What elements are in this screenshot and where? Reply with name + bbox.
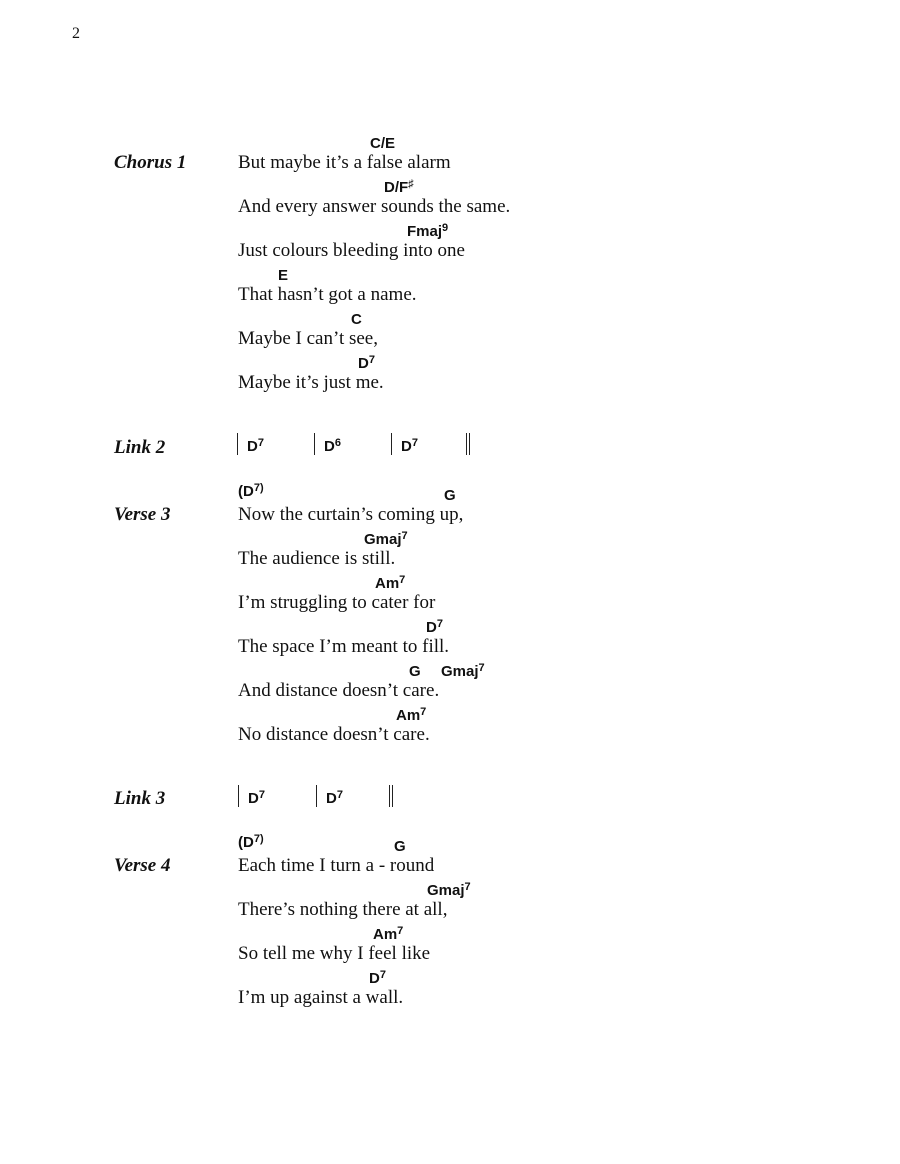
chord: $D^7$ [247, 437, 264, 455]
lyric-line: Maybe it’s just me. [238, 372, 384, 393]
chord: ($D^{7)}$ [238, 482, 264, 500]
lyric-line: No distance doesn’t care. [238, 724, 430, 745]
chord: Am$^7$ [375, 574, 406, 592]
chord: $D^7$ [358, 354, 375, 372]
chord: $D^7$ [401, 437, 418, 455]
chord: Fmaj$^9$ [407, 222, 449, 240]
chord: G [409, 663, 421, 680]
lyric-line: I’m struggling to cater for [238, 592, 436, 613]
chord: E [278, 267, 289, 284]
section-label-verse-4: Verse 4 [114, 855, 171, 876]
chord: Am$^7$ [396, 706, 427, 724]
lyric-line: Maybe I can’t see, [238, 328, 378, 349]
section-label-link-3: Link 3 [114, 788, 166, 809]
barline [237, 433, 238, 455]
chord: $D^7$ [369, 969, 386, 987]
chord: Gmaj$^7$ [364, 530, 408, 548]
chord: $D^6$ [324, 437, 341, 455]
lyric-line: I’m up against a wall. [238, 987, 404, 1008]
lyric-line: The audience is still. [238, 548, 396, 569]
chord: G [444, 487, 456, 504]
lyric-line: And every answer sounds the same. [238, 196, 511, 217]
chord: C/E [370, 135, 396, 152]
chord: $D^7$ [248, 789, 265, 807]
lyric-line: So tell me why I feel like [238, 943, 431, 964]
chord: Gmaj$^7$ [441, 662, 485, 680]
section-label-chorus-1: Chorus 1 [114, 152, 187, 173]
barline [316, 785, 317, 807]
section-label-link-2: Link 2 [114, 437, 166, 458]
section-label-verse-3: Verse 3 [114, 504, 171, 525]
double-barline [466, 433, 470, 455]
lyric-line: Each time I turn a - round [238, 855, 435, 876]
lyric-line: There’s nothing there at all, [238, 899, 448, 920]
chord: G [394, 838, 406, 855]
lyric-line: And distance doesn’t care. [238, 680, 440, 701]
chord: Gmaj$^7$ [427, 881, 471, 899]
page-number: 2 [72, 25, 80, 42]
chord: D/F♯ [384, 178, 414, 196]
barline [314, 433, 315, 455]
chord: Am$^7$ [373, 925, 404, 943]
chord: ($D^{7)}$ [238, 833, 264, 851]
lyric-line: But maybe it’s a false alarm [238, 152, 451, 173]
barline [238, 785, 239, 807]
barline [391, 433, 392, 455]
lyric-line: That hasn’t got a name. [238, 284, 417, 305]
lyric-line: Just colours bleeding into one [238, 240, 465, 261]
double-barline [389, 785, 393, 807]
lyric-line: The space I’m meant to fill. [238, 636, 450, 657]
chord: C [351, 311, 362, 328]
chord: $D^7$ [326, 789, 343, 807]
lyric-line: Now the curtain’s coming up, [238, 504, 464, 525]
chord: $D^7$ [426, 618, 443, 636]
